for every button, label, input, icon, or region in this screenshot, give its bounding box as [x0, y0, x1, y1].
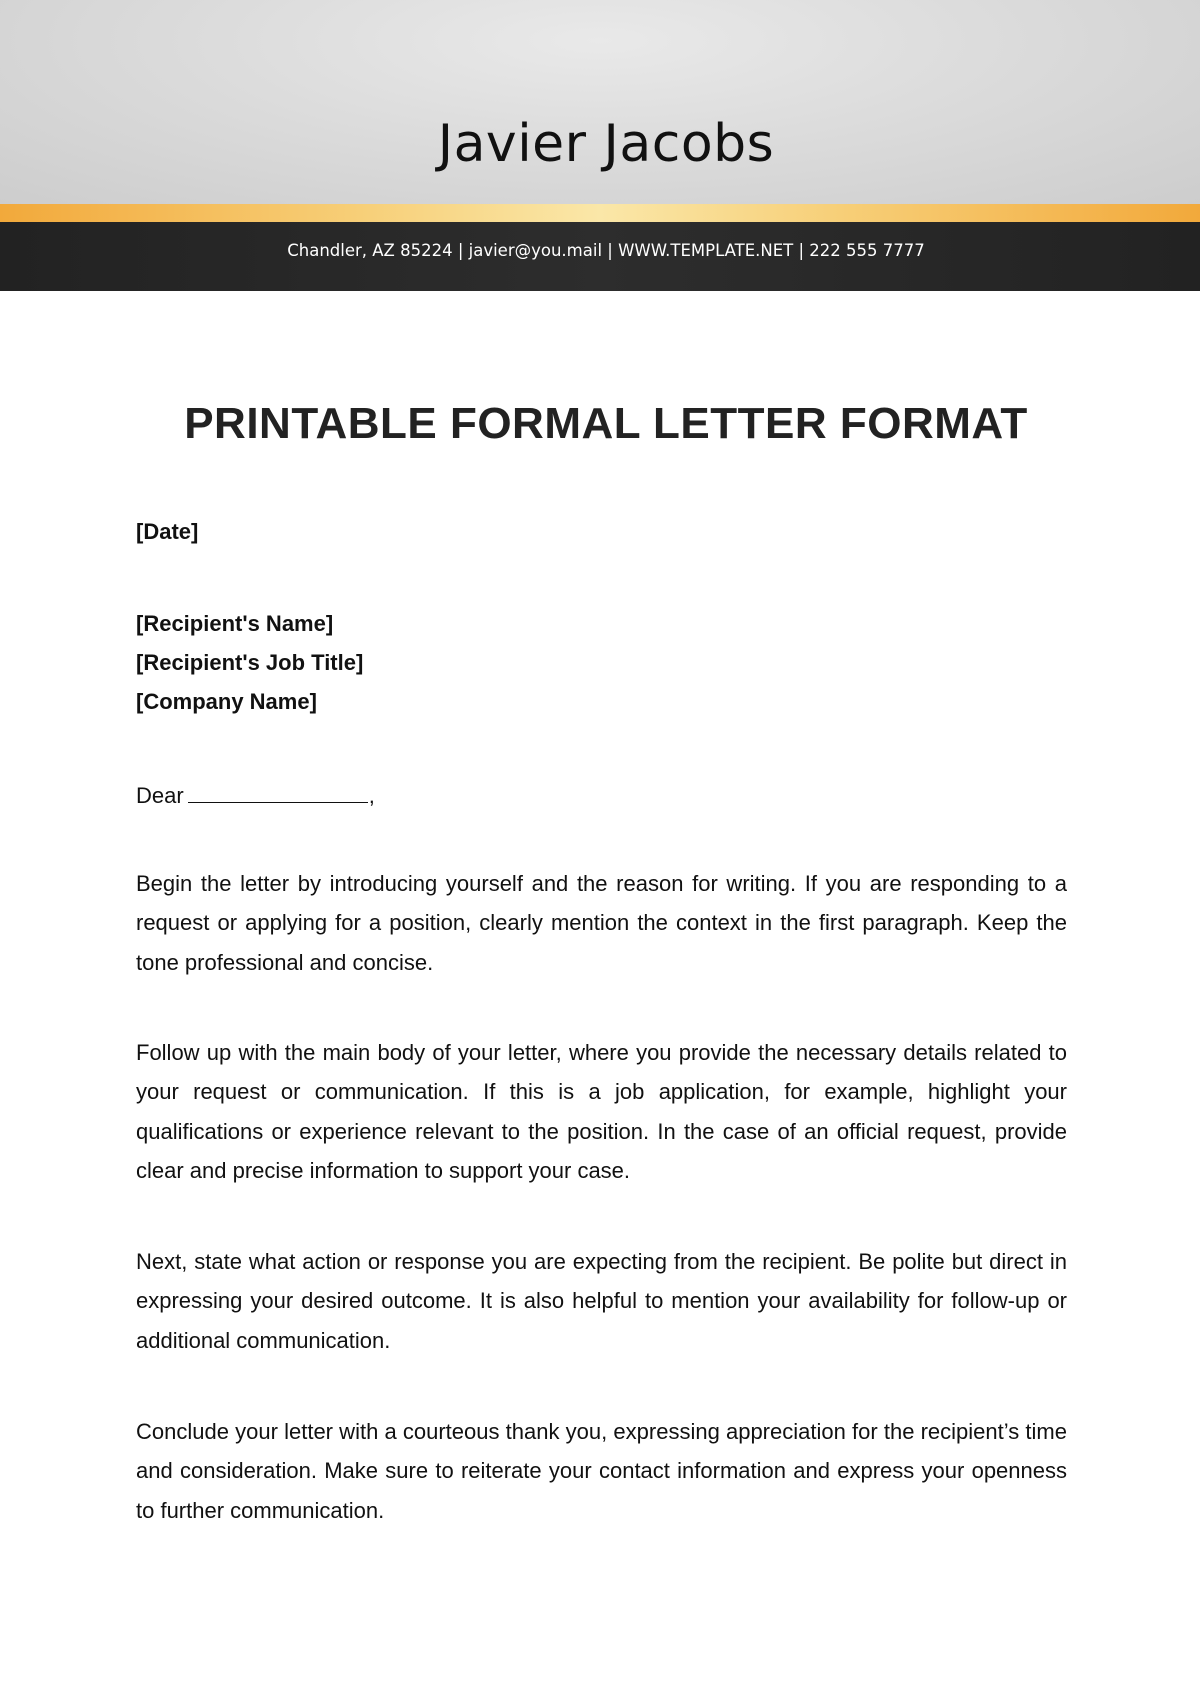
document-title: PRINTABLE FORMAL LETTER FORMAT — [184, 399, 1028, 448]
salutation — [136, 784, 375, 807]
salutation-blank-line — [188, 784, 368, 803]
salutation-prefix: Dear — [136, 783, 184, 808]
recipient-name-placeholder: [Recipient's Name] — [136, 611, 334, 636]
body-paragraph-3: Next, state what action or response you are expecting from the recipient. Be polite but direct in expressing your desired outcome. It is also helpful to mention your availability for follow-up or additional communication. — [136, 1249, 1067, 1353]
body-paragraph-1: Begin the letter by introducing yourself and the reason for writing. If you are responding to a request or applying for a position, clearly mention the context in the first paragraph. Keep the tone professional and concise. — [136, 871, 1067, 975]
salutation-suffix: , — [368, 783, 375, 808]
sender-contact-info: Chandler, AZ 85224 | javier@you.mail | WWW.TEMPLATE.NET | 222 555 7777 — [287, 241, 925, 260]
date-placeholder: [Date] — [136, 519, 199, 544]
recipient-job-title-placeholder: [Recipient's Job Title] — [136, 650, 364, 675]
letterhead-banner — [0, 0, 1200, 204]
sender-name: Javier Jacobs — [437, 114, 775, 174]
contact-bar — [0, 222, 1200, 291]
body-paragraph-2: Follow up with the main body of your letter, where you provide the necessary details related to your request or communication. If this is a job application, for example, highlight your qualifications or experience relevant to the position. In the case of an official request, provide clear and precise information to support your case. — [136, 1040, 1067, 1183]
accent-stripe — [0, 204, 1200, 222]
company-name-placeholder: [Company Name] — [136, 689, 317, 714]
body-paragraph-4: Conclude your letter with a courteous thank you, expressing appreciation for the recipient’s time and consideration. Make sure to reiterate your contact information and express your openness to further communication. — [136, 1419, 1067, 1523]
